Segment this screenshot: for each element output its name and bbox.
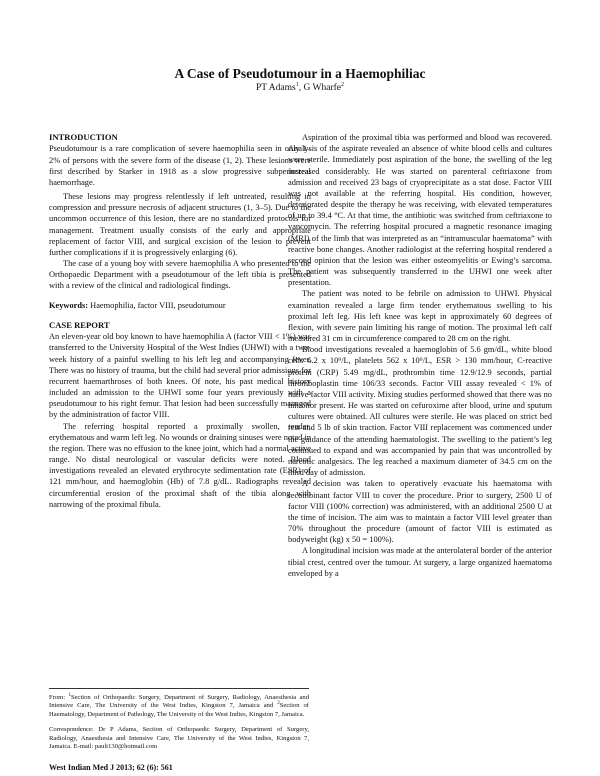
affiliation-marker: 1 (68, 692, 71, 698)
section-heading-introduction: INTRODUCTION (49, 132, 118, 142)
affiliation-marker: 1 (295, 81, 299, 88)
footnotes (49, 688, 309, 759)
affiliation-text: Section of Orthopaedic Surgery, Department of Surgery, Radiology, Anaesthesia and Intensive Care, The University of the West Indies, Kingston 7, Jamaica and (49, 694, 309, 710)
affiliation-marker: 2 (340, 81, 344, 88)
section-heading-case-report: CASE REPORT (49, 319, 110, 330)
paragraph: Pseudotumour is a rare complication of severe haemophilia seen in only 1–2% of persons with the severe form of the disease (1, 2). These lesions were first described by Starker in 1918 as a slow progressive subperiosteal haemorrhage. (49, 144, 311, 187)
paragraph: These lesions may progress relentlessly if left untreated, resulting in compression and pressure necrosis of adjacent structures (1, 3–5). Due to the uncommon occurrence of this lesion, there are no standardized protocols for management. Treatment usually consists of the early and appropriate replacement of factor VIII, and surgical excision of the lesion to prevent further complications if it is progressively enlarging (6). (49, 192, 311, 257)
paragraph: A decision was taken to operatively evacuate his haematoma with recombinant factor VIII to cover the procedure. Prior to surgery, 2500 U of factor VIII (100% correction) was administered, with an additional 2500 U at the time of incision. The aim was to maintain a factor VIII level greater than 70% throughout the procedure (amount of factor VIII is estimated as bodyweight (kg) x 50 = 100%). (288, 479, 552, 545)
keywords-label: Keywords: (49, 300, 89, 310)
left-column (49, 132, 311, 510)
paragraph: The patient was noted to be febrile on admission to UHWI. Physical examination revealed a large firm tender erythematous swelling to his proximal left leg. His left knee was kept in approximately 60 degrees of flexion, with severe pain limiting his range of motion. The proximal left calf measured 31 cm in circumference compared to 28 cm on the right. (288, 289, 552, 344)
affiliation-marker: 2 (277, 701, 280, 707)
keywords-list: Haemophilia, factor VIII, pseudotumour (88, 300, 226, 310)
paragraph: Aspiration of the proximal tibia was performed and blood was recovered. Analysis of the aspirate revealed an absence of white blood cells and cultures were sterile. Immediately post aspiration of the bone, the swelling of the leg increased considerably. He was started on parenteral ceftriaxone from admission and received 23 bags of cryoprecipitate as a stat dose. Factor VIII was not available at the referring hospital. His condition, however, deteriorated despite the therapy he was receiving, with elevated temperatures of up to 39.4 °C. At that time, the antibiotic was switched from ceftriaxone to vancomycin. The referring hospital procured a magnetic resonance imaging (MRI) of the limb that was interpreted as an “intramuscular haematoma” with reactive bone changes. Another radiologist at the referring hospital rendered a second opinion that the lesion was either osteomyelitis or Ewing’s sarcoma. The patient was subsequently transferred to the UHWI one week after presentation. (288, 133, 552, 288)
journal-citation: West Indian Med J 2013; 62 (6): 561 (49, 763, 173, 772)
affiliation-text: Section of Haematology, Department of Pathology, The University of the West Indies, Kingston 7, Jamaica. (49, 702, 309, 718)
paper-title: A Case of Pseudotumour in a Haemophiliac (174, 66, 426, 81)
keywords (49, 300, 311, 311)
paragraph: The referring hospital reported a proximally swollen, tender, erythematous and warm left leg. No wounds or draining sinuses were noted in the region. There was no effusion to the knee joint, which had a normal active range. No distal neurological or vascular deficits were noted. Blood investigations revealed an elevated erythrocyte sedimentation rate (ESR) of 121 mm/hour, and haemoglobin (Hb) of 7.8 g/dL. Radiographs revealed circumferential erosion of the proximal shaft of the tibia along with narrowing of the proximal fibula. (49, 421, 311, 509)
paragraph: An eleven-year old boy known to have haemophilia A (factor VIII < 1%) was transferred to the University Hospital of the West Indies (UHWI) with a two-week history of a painful swelling to his left leg and accompanying fever. There was no history of trauma, but the child had several prior admissions for recurrent haemarthroses of both knees. Of note, his past medical history included an admission to the UHWI some four years previously with a pseudotumour to his right femur. That lesion had been successfully managed by the administration of factor VIII. (49, 332, 311, 420)
author-name: PT Adams (256, 83, 296, 93)
affiliations-note (49, 694, 309, 719)
right-column (288, 132, 552, 579)
paragraph: Blood investigations revealed a haemoglobin of 5.6 gm/dL, white blood cells 6.2 x 10⁹/L, platelets 562 x 10⁹/L, ESR > 130 mm/hour, C-reactive protein (CRP) 5.49 mg/dL, prothrombin time 12.9/12.9 seconds, partial thromboplastin time 106/33 seconds. Factor VIII assay revealed < 1% of native factor VIII activity. Mixing studies performed showed that there was no inhibitor present. He was started on cefuroxime after blood, urine and sputum cultures were obtained. All cultures were sterile. He was placed on strict bed rest and 5 lb of skin traction. Factor VIII replacement was commenced under the guidance of the attending haematologist. The swelling to the patient’s leg continued to expand and was accompanied by pain that was uncontrolled by narcotic analgesics. The leg reached a maximum diameter of 34.5 cm on the third day of admission. (288, 345, 552, 478)
correspondence-note: Correspondence: Dr P Adams, Section of Orthopaedic Surgery, Department of Surgery, Radiology, Anaesthesia and Intensive Care, The University of the West Indies, Kingston 7, Jamaica. E-mail: pault130@hotmail.com (49, 726, 309, 751)
from-label: From: (49, 694, 69, 701)
paragraph: A longitudinal incision was made at the anterolateral border of the anterior tibial crest, centred over the tumour. At surgery, a large organized haematoma enveloped by a (288, 546, 553, 578)
author-name: , G Wharfe (298, 83, 341, 93)
paragraph: The case of a young boy with severe haemophilia A who presented to the Orthopaedic Department with a pseudotumour of the left tibia is presented with a review of the clinical and radiological findings. (49, 259, 311, 291)
footnote-divider (49, 688, 309, 689)
author-line (0, 83, 600, 93)
